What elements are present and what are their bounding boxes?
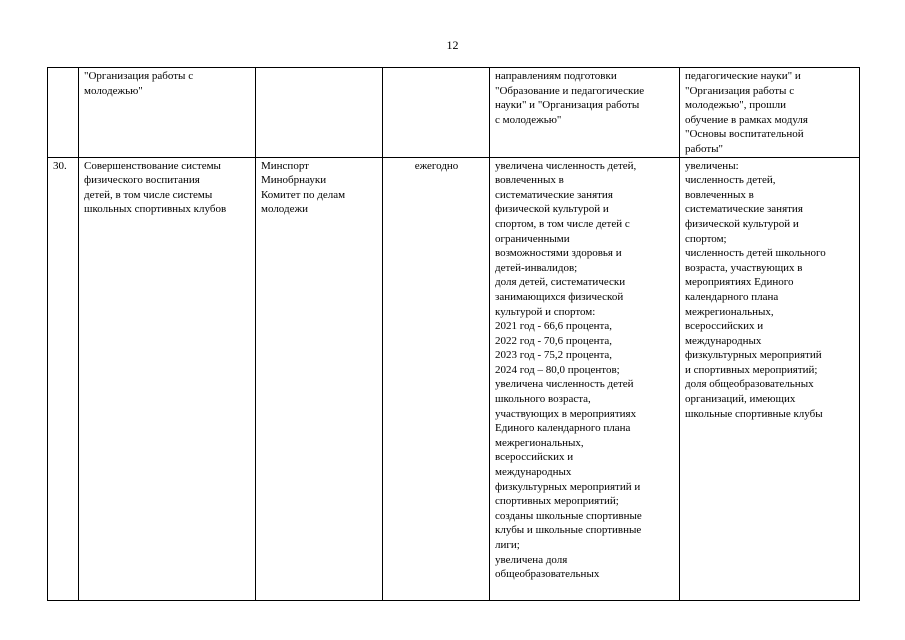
plan-table	[47, 67, 860, 601]
cell-text-line: календарного плана	[685, 290, 779, 303]
cell-text-line: лиги;	[495, 539, 520, 551]
cell-text-line: численность детей,	[685, 174, 776, 187]
cell-text-line: увеличены:	[685, 159, 739, 172]
cell-text-line: физического воспитания	[84, 174, 200, 187]
cell-text-line: с молодежью"	[495, 113, 562, 126]
cell-text-line: доля общеобразовательных	[685, 378, 814, 391]
cell-text-line: вовлеченных в	[495, 174, 564, 187]
cell-indicators	[490, 68, 680, 158]
cell-text-line: обучение в рамках модуля	[685, 113, 808, 126]
cell-text-line: физической культурой и	[495, 203, 609, 216]
cell-text-line: численность детей школьного	[685, 247, 826, 260]
cell-text-line: межрегиональных,	[495, 436, 584, 449]
cell-text-line: систематические занятия	[495, 188, 613, 201]
cell-text-line: направлениям подготовки	[495, 70, 617, 82]
cell-text-line: спортом;	[685, 232, 727, 245]
cell-text-line: всероссийских и	[685, 320, 764, 333]
page-number: 12	[446, 38, 459, 52]
cell-results	[680, 68, 860, 158]
cell-text-line: увеличена численность детей	[495, 378, 634, 391]
cell-text-line: физкультурных мероприятий и	[495, 480, 641, 493]
cell-text-line: "Образование и педагогические	[495, 84, 645, 97]
cell-text-line: мероприятиях Единого	[685, 276, 794, 289]
cell-text-line: физической культурой и	[685, 217, 799, 230]
cell-text-line: молодежью", прошли	[685, 99, 787, 112]
cell-measure	[79, 68, 256, 158]
cell-text-line: молодежи	[261, 203, 308, 216]
cell-text-line: систематические занятия	[685, 203, 803, 216]
cell-text-line: всероссийских и	[495, 451, 574, 464]
cell-text-line: созданы школьные спортивные	[495, 509, 642, 522]
cell-deadline	[383, 157, 490, 600]
table-row	[48, 157, 860, 600]
cell-responsible	[256, 68, 383, 158]
cell-text-line: возможностями здоровья и	[495, 247, 622, 260]
cell-indicators	[490, 157, 680, 600]
cell-text-line: детей-инвалидов;	[495, 261, 578, 274]
cell-text-line: науки" и "Организация работы	[495, 99, 640, 112]
cell-measure	[79, 157, 256, 600]
cell-deadline	[383, 68, 490, 158]
cell-text-line: 2021 год - 66,6 процента,	[495, 320, 613, 333]
cell-text-line: детей, в том числе системы	[84, 188, 213, 201]
cell-number	[48, 68, 79, 158]
cell-text-line: занимающихся физической	[495, 290, 624, 303]
cell-text-line: культурой и спортом:	[495, 305, 596, 318]
cell-text-line: 2024 год – 80,0 процентов;	[495, 363, 620, 376]
cell-text-line: школьные спортивные клубы	[685, 407, 823, 420]
cell-text-line: увеличена доля	[495, 553, 568, 566]
cell-text-line: педагогические науки" и	[685, 70, 801, 82]
cell-text-line: клубы и школьные спортивные	[495, 524, 642, 537]
cell-text-line: международных	[495, 466, 572, 479]
cell-text-line: 2022 год - 70,6 процента,	[495, 334, 613, 347]
cell-text-line: Комитет по делам	[261, 188, 346, 201]
cell-text-line: спортивных мероприятий;	[495, 495, 619, 508]
cell-text-line: организаций, имеющих	[685, 393, 796, 406]
cell-text-line: ежегодно	[414, 159, 459, 172]
cell-results	[680, 157, 860, 600]
cell-text-line: "Основы воспитательной	[685, 128, 804, 141]
cell-text-line: "Организация работы с	[84, 70, 194, 82]
cell-text-line: вовлеченных в	[685, 188, 754, 201]
cell-text-line: школьных спортивных клубов	[84, 203, 227, 216]
cell-text-line: спортом, в том числе детей с	[495, 217, 630, 230]
cell-responsible	[256, 157, 383, 600]
cell-text-line: 2023 год - 75,2 процента,	[495, 349, 613, 362]
cell-text-line: международных	[685, 334, 762, 347]
cell-text-line: межрегиональных,	[685, 305, 774, 318]
cell-text-line: молодежью"	[84, 84, 143, 97]
cell-text-line: возраста, участвующих в	[685, 261, 803, 274]
table-row	[48, 68, 860, 158]
cell-text-line: ограниченными	[495, 232, 570, 245]
cell-text-line: доля детей, систематически	[495, 276, 626, 289]
cell-text-line: и спортивных мероприятий;	[685, 363, 818, 376]
cell-text-line: 30.	[53, 159, 67, 172]
cell-text-line: общеобразовательных	[495, 568, 600, 581]
cell-text-line: работы"	[685, 142, 724, 155]
cell-text-line: Минспорт	[261, 159, 309, 172]
cell-text-line: "Организация работы с	[685, 84, 795, 97]
cell-text-line: школьного возраста,	[495, 393, 591, 406]
cell-text-line: увеличена численность детей,	[495, 159, 637, 172]
cell-text-line: участвующих в мероприятиях	[495, 407, 637, 420]
cell-number	[48, 157, 79, 600]
cell-text-line: физкультурных мероприятий	[685, 349, 822, 362]
cell-text-line: Совершенствование системы	[84, 159, 221, 172]
cell-text-line: Минобрнауки	[261, 174, 327, 187]
cell-text-line: Единого календарного плана	[495, 422, 631, 435]
